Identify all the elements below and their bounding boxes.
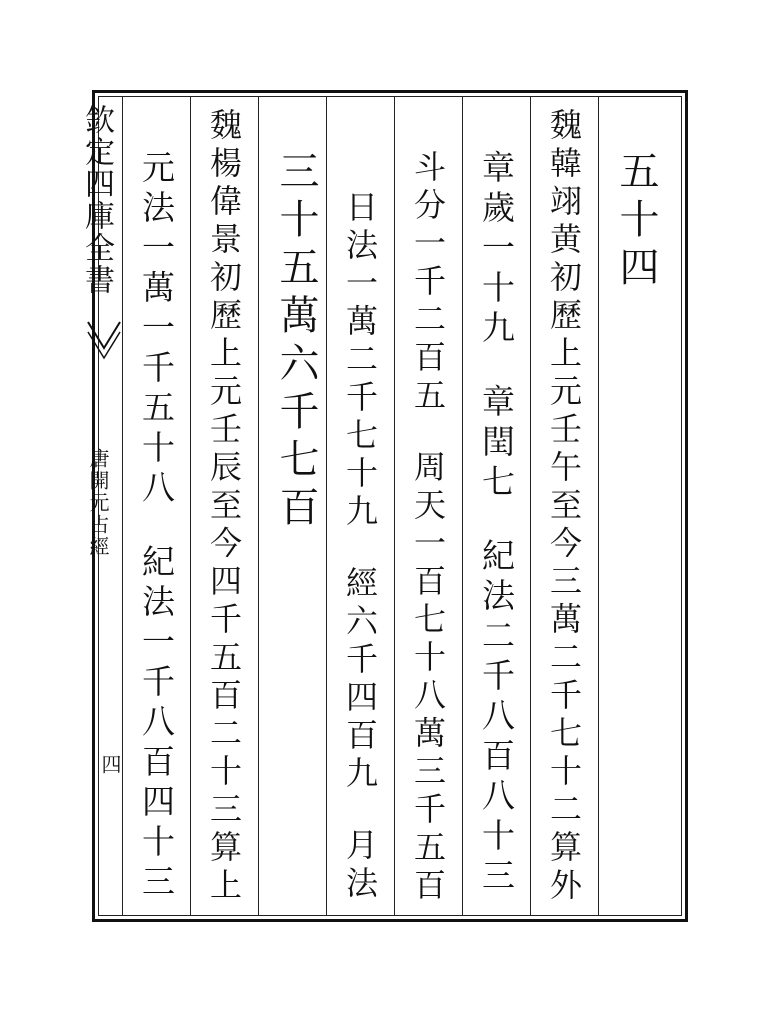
text-segment: 五十四	[613, 150, 659, 294]
text-segment: 斗分一千二百五	[409, 150, 447, 416]
text-column-3	[477, 150, 516, 898]
text-segment: 紀法一千八百四十三	[137, 544, 176, 904]
text-segment: 紀法二千八百八十三	[477, 538, 516, 898]
column-rule	[394, 96, 395, 916]
column-rule	[598, 96, 599, 916]
text-segment: 魏韓翊黄初歷上元壬午至今三萬二千七十二算外	[545, 108, 583, 906]
fish-tail-mark-icon	[86, 318, 122, 370]
column-rule	[258, 96, 259, 916]
text-segment: 日法一萬二千七十九	[341, 190, 379, 532]
text-column-6	[273, 150, 319, 534]
margin-page-number: 四	[98, 754, 122, 774]
text-column-5	[341, 190, 379, 904]
text-column-8	[137, 150, 176, 904]
margin-section-title: 唐開元占經	[86, 448, 110, 558]
text-segment: 月法	[341, 828, 379, 904]
text-column-7	[205, 108, 243, 906]
text-column-4	[409, 150, 447, 906]
text-segment: 三十五萬六千七百	[273, 150, 319, 534]
page-border-inner	[98, 96, 682, 916]
text-segment: 元法一萬一千五十八	[137, 150, 176, 510]
column-rule	[530, 96, 531, 916]
column-rule	[190, 96, 191, 916]
text-segment: 周天一百七十八萬三千五百	[409, 450, 447, 906]
margin-book-title: 欽定四庫全書	[79, 104, 114, 296]
text-column-1	[613, 150, 659, 294]
column-rule	[122, 96, 123, 916]
text-column-2	[545, 108, 583, 906]
column-rule	[326, 96, 327, 916]
text-segment: 魏楊偉景初歷上元壬辰至今四千五百二十三算上	[205, 108, 243, 906]
text-segment: 章歲一十九	[477, 150, 516, 350]
text-segment: 經六千四百九	[341, 566, 379, 794]
text-segment: 章閏七	[477, 384, 516, 504]
column-rule	[462, 96, 463, 916]
